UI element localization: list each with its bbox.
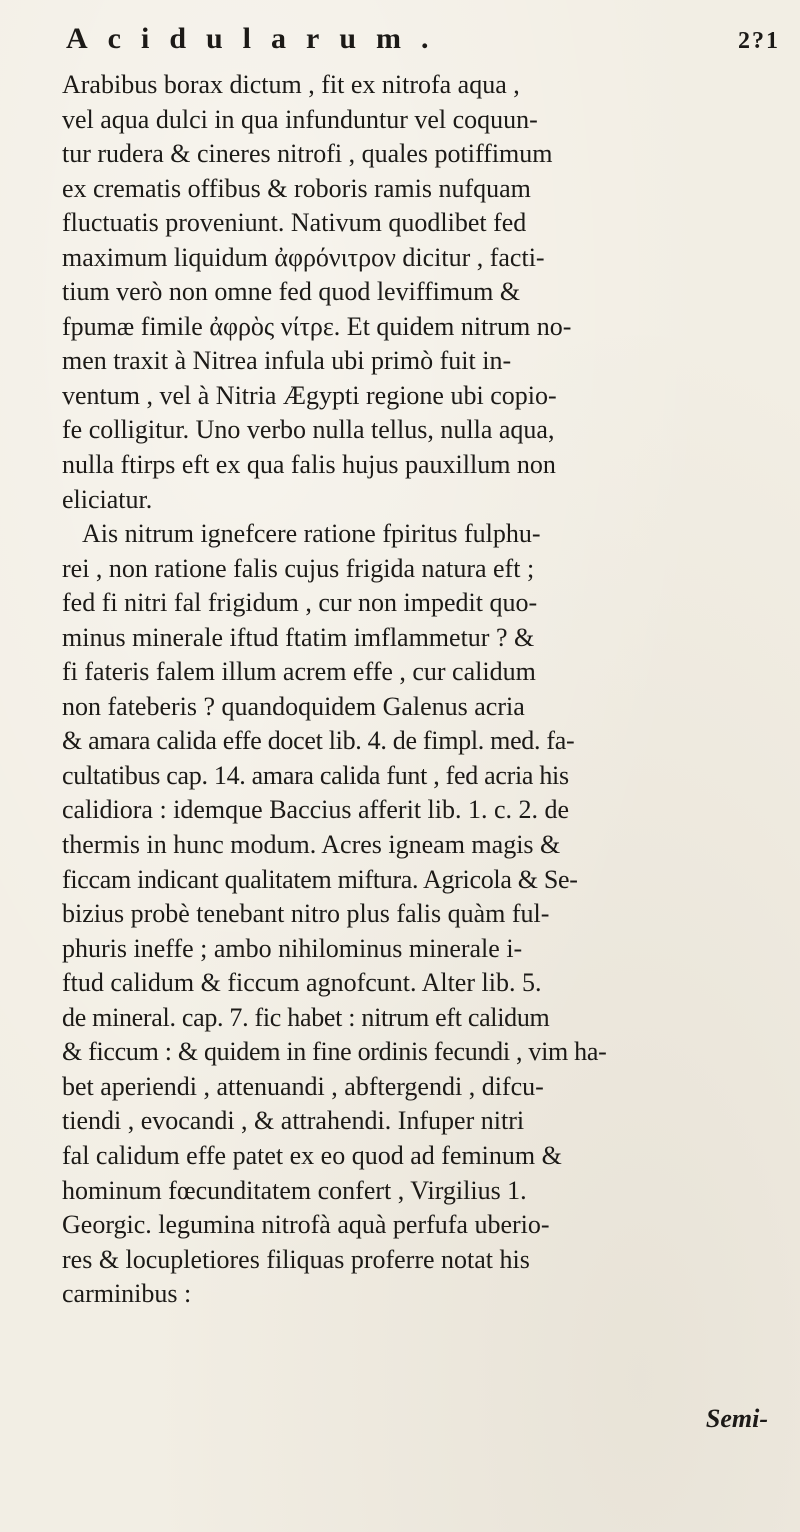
text-line: fe colligitur. Uno verbo nulla tellus, nulla aqua,	[62, 415, 555, 445]
text-line: ficcam indicant qualitatem miftura. Agricola & Se-	[62, 864, 578, 894]
text-line: non fateberis ? quandoquidem Galenus acria	[62, 691, 525, 721]
text-line: ex crematis offibus & roboris ramis nufquam	[62, 173, 531, 203]
text-line: ventum , vel à Nitria Ægypti regione ubi copio-	[62, 380, 557, 410]
text-line: nulla ftirps eft ex qua falis hujus pauxillum non	[62, 450, 556, 480]
running-head	[66, 22, 786, 66]
text-line: rei , non ratione falis cujus frigida natura eft ;	[62, 553, 535, 583]
text-line: fi fateris falem illum acrem effe , cur calidum	[62, 657, 536, 687]
text-line: tium verò non omne fed quod leviffimum &	[62, 277, 521, 307]
text-line: & amara calida effe docet lib. 4. de fimpl. med. fa-	[62, 726, 575, 756]
text-line: bizius probè tenebant nitro plus falis quàm ful-	[62, 899, 550, 929]
text-line: phuris ineffe ; ambo nihilominus minerale i-	[62, 933, 523, 963]
text-line: carminibus :	[62, 1279, 192, 1309]
text-line: fed fi nitri fal frigidum , cur non impedit quo-	[62, 588, 538, 618]
text-line: calidiora : idemque Baccius afferit lib. 1. c. 2. de	[62, 795, 570, 825]
text-line: Ais nitrum ignefcere ratione fpiritus fulphu-	[82, 519, 541, 549]
text-line: tur rudera & cineres nitrofi , quales potiffimum	[62, 139, 553, 169]
text-line: & ficcum : & quidem in fine ordinis fecundi , vim ha-	[62, 1037, 607, 1067]
page-number: 2?1	[738, 28, 780, 54]
text-line: hominum fœcunditatem confert , Virgilius 1.	[62, 1175, 527, 1205]
text-line: maximum liquidum ἀφρόνιτρον dicitur , facti-	[62, 242, 545, 272]
text-line: thermis in hunc modum. Acres igneam magis &	[62, 830, 561, 860]
text-line: res & locupletiores filiquas proferre notat his	[62, 1244, 530, 1274]
text-line: fal calidum effe patet ex eo quod ad feminum &	[62, 1140, 562, 1170]
text-line: fpumæ fimile ἀφρὸς νίτρε. Et quidem nitrum no-	[62, 311, 572, 341]
text-line: men traxit à Nitrea infula ubi primò fuit in-	[62, 346, 512, 376]
running-title: Acidularum.	[66, 22, 449, 55]
text-line: Georgic. legumina nitrofà aquà perfufa uberio-	[62, 1210, 550, 1240]
text-line: fluctuatis proveniunt. Nativum quodlibet fed	[62, 208, 527, 238]
text-line: minus minerale iftud ftatim imflammetur ? &	[62, 622, 535, 652]
body-text	[62, 68, 790, 1312]
text-line: tiendi , evocandi , & attrahendi. Infuper nitri	[62, 1106, 525, 1136]
text-line: Arabibus borax dictum , fit ex nitrofa aqua ,	[62, 70, 520, 99]
text-line: eliciatur.	[62, 484, 153, 514]
text-line: bet aperiendi , attenuandi , abftergendi , difcu-	[62, 1071, 544, 1101]
text-line: cultatibus cap. 14. amara calida funt , fed acria his	[62, 760, 569, 790]
text-line: ftud calidum & ficcum agnofcunt. Alter lib. 5.	[62, 968, 542, 998]
text-line: vel aqua dulci in qua infunduntur vel coquun-	[62, 104, 538, 134]
text-line: de mineral. cap. 7. fic habet : nitrum eft calidum	[62, 1002, 550, 1032]
catchword: Semi-	[705, 1404, 768, 1433]
